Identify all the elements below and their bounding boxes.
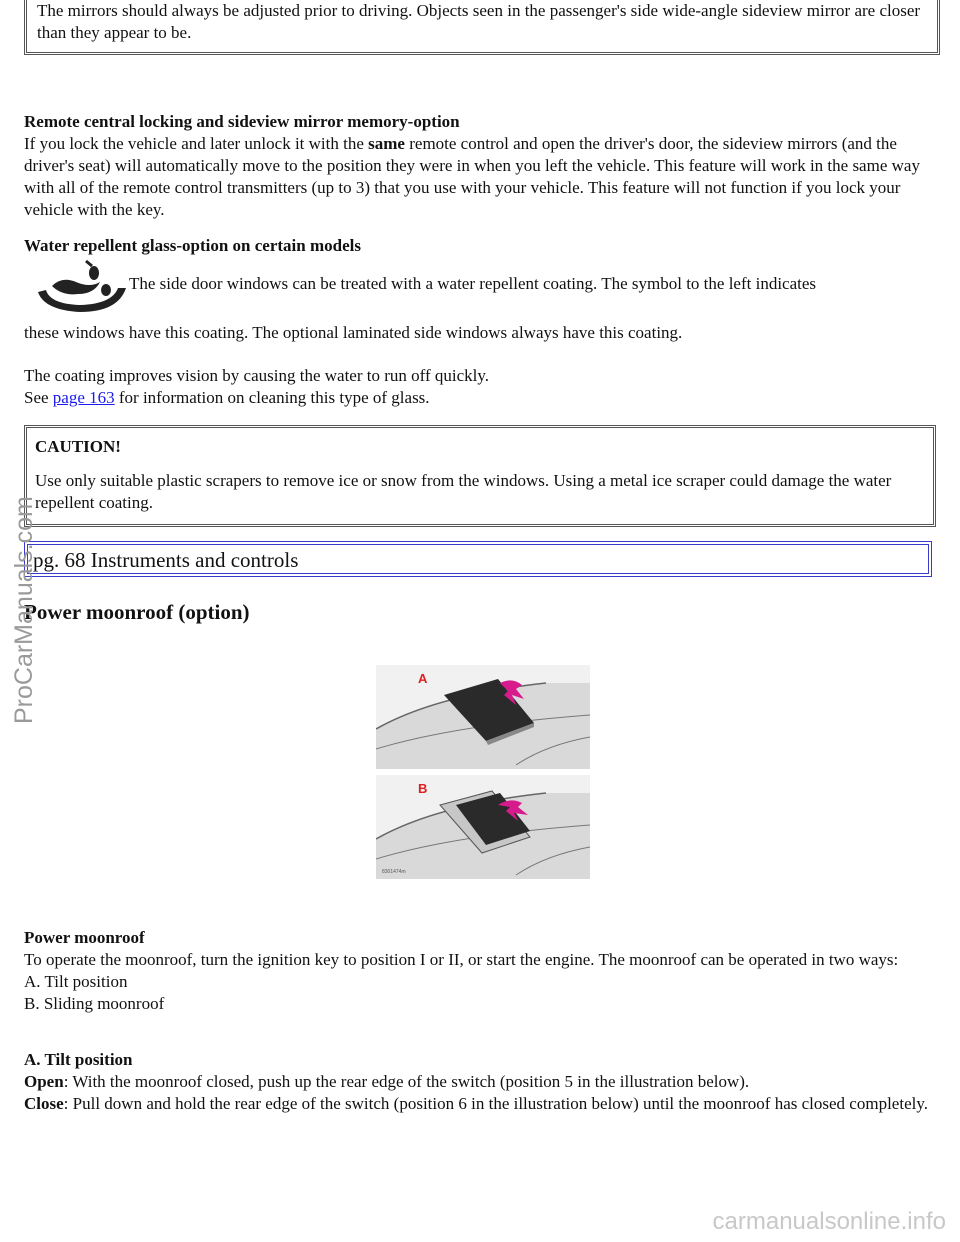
moonroof-p1: To operate the moonroof, turn the ignition key to position I or II, or start the engine. The moonroof can be operated in two ways: xyxy=(24,950,899,969)
see-after: for information on cleaning this type of glass. xyxy=(114,388,430,407)
water-repellent-symbol-icon xyxy=(34,258,128,316)
page-header-bar xyxy=(24,541,932,577)
side-watermark: ProCarManuals.com xyxy=(10,496,38,724)
label-b: B xyxy=(418,781,428,796)
illustration-code: 8301474m xyxy=(382,869,406,875)
close-text: : Pull down and hold the rear edge of the switch (position 6 in the illustration below) until the moonroof has closed completely. xyxy=(63,1094,928,1113)
water-line2: these windows have this coating. The optional laminated side windows always have this coating. xyxy=(24,323,683,342)
caution-box xyxy=(24,425,936,527)
moonroof-item-a: A. Tilt position xyxy=(24,972,128,991)
mirror-notice-box xyxy=(24,0,940,55)
water-line1: The side door windows can be treated with a water repellent coating. The symbol to the left indicates xyxy=(129,274,817,293)
open-text: : With the moonroof closed, push up the rear edge of the switch (position 5 in the illustration below). xyxy=(63,1072,750,1091)
caution-body: Use only suitable plastic scrapers to remove ice or snow from the windows. Using a metal ice scraper could damage the water repellent coating. xyxy=(35,471,892,512)
page-163-link[interactable]: page 163 xyxy=(52,388,115,407)
remote-text-bold: same xyxy=(368,134,405,153)
water-heading: Water repellent glass-option on certain models xyxy=(24,236,361,255)
tilt-heading: A. Tilt position xyxy=(24,1050,133,1069)
open-label: Open xyxy=(24,1072,64,1091)
moonroof-illustration xyxy=(376,665,590,879)
remote-text-after: remote control and open the driver's door, the sideview mirrors (and the driver's seat) will automatically move to the position they were in when you left the vehicle. This feature will work in the same way with all of the remote control transmitters (up to 3) that you use with your vehicle. This feature will not function if you lock your vehicle with the key. xyxy=(24,134,920,219)
footer-watermark: carmanualsonline.info xyxy=(712,1208,946,1235)
mirror-notice-text: The mirrors should always be adjusted prior to driving. Objects seen in the passenger's side wide-angle sideview mirror are closer than they appear to be. xyxy=(37,1,921,42)
water-p2-text: The coating improves vision by causing the water to run off quickly. xyxy=(24,366,490,385)
remote-heading: Remote central locking and sideview mirror memory-option xyxy=(24,112,460,131)
label-a: A xyxy=(418,671,428,686)
remote-section xyxy=(24,111,934,221)
moonroof-heading: Power moonroof xyxy=(24,928,145,947)
section-title: Power moonroof (option) xyxy=(24,600,250,624)
moonroof-section xyxy=(24,927,934,1015)
tilt-section xyxy=(24,1049,934,1115)
page-header-text: pg. 68 Instruments and controls xyxy=(33,548,299,572)
caution-title: CAUTION! xyxy=(35,437,121,456)
close-label: Close xyxy=(24,1094,64,1113)
see-before: See xyxy=(24,388,53,407)
water-p2 xyxy=(24,365,489,409)
remote-text-before: If you lock the vehicle and later unlock it with the xyxy=(24,134,369,153)
moonroof-item-b: B. Sliding moonroof xyxy=(24,994,165,1013)
